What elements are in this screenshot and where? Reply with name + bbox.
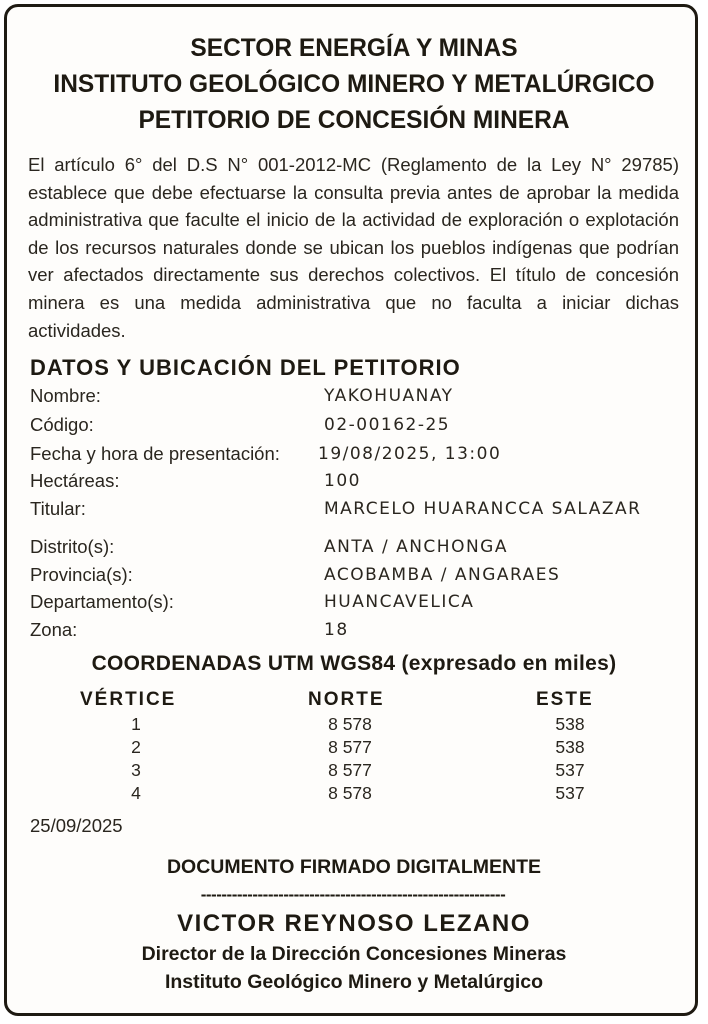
field-value-fecha: 19/08/2025, 13:00 (318, 444, 502, 464)
digital-signature-note: DOCUMENTO FIRMADO DIGITALMENTE (166, 856, 542, 878)
field-label-fecha: Fecha y hora de presentación: (30, 443, 280, 464)
cell-vertice: 3 (131, 760, 141, 780)
field-value-codigo: 02-00162-25 (324, 415, 451, 435)
column-header-vertice: VÉRTICE (80, 689, 177, 710)
field-label-distritos: Distrito(s): (30, 536, 115, 557)
field-label-codigo: Código: (30, 414, 94, 435)
notice-header (0, 30, 708, 138)
cell-este: 537 (555, 760, 585, 780)
header-sector: SECTOR ENERGÍA Y MINAS (190, 34, 518, 62)
field-value-distritos: ANTA / ANCHONGA (324, 537, 508, 557)
cell-norte: 8 577 (328, 737, 372, 757)
field-value-nombre: YAKOHUANAY (324, 386, 454, 406)
field-label-hectareas: Hectáreas: (30, 470, 120, 491)
field-label-provincias: Provincia(s): (30, 564, 133, 585)
field-value-departamentos: HUANCAVELICA (324, 592, 475, 612)
column-header-norte: NORTE (308, 689, 385, 710)
cell-este: 538 (555, 737, 585, 757)
cell-norte: 8 578 (328, 714, 372, 734)
cell-vertice: 1 (131, 714, 141, 734)
column-header-este: ESTE (536, 689, 594, 710)
field-label-zona: Zona: (30, 619, 78, 640)
field-label-nombre: Nombre: (30, 385, 101, 406)
cell-este: 537 (555, 783, 585, 803)
field-label-titular: Titular: (30, 498, 86, 519)
intro-paragraph: El artículo 6° del D.S N° 001-2012-MC (Reglamento de la Ley N° 29785) establece que debe efectuarse la consulta previa antes de aprobar la medida administrativa que faculte el inicio de la actividad de exploración o explotación de los recursos naturales donde se ubican los pueblos indígenas que podrían ver afectados directamente sus derechos colectivos. El título de concesión minera es una medida administrativa que no faculta a iniciar dichas actividades. (28, 154, 679, 341)
header-institute: INSTITUTO GEOLÓGICO MINERO Y METALÚRGICO (53, 70, 655, 98)
field-value-hectareas: 100 (324, 471, 361, 491)
section-title: DATOS Y UBICACIÓN DEL PETITORIO (30, 355, 461, 380)
field-value-provincias: ACOBAMBA / ANGARAES (324, 565, 561, 585)
field-label-departamentos: Departamento(s): (30, 591, 174, 612)
field-value-zona: 18 (324, 620, 349, 640)
cell-este: 538 (555, 714, 585, 734)
signer-institution: Instituto Geológico Minero y Metalúrgico (164, 971, 544, 993)
cell-norte: 8 577 (328, 760, 372, 780)
signer-name: VICTOR REYNOSO LEZANO (177, 910, 531, 937)
header-document-type: PETITORIO DE CONCESIÓN MINERA (138, 106, 570, 134)
cell-vertice: 2 (131, 737, 141, 757)
cell-vertice: 4 (131, 783, 141, 803)
signer-role: Director de la Dirección Concesiones Mineras (141, 943, 567, 965)
cell-norte: 8 578 (328, 783, 372, 803)
field-value-titular: MARCELO HUARANCCA SALAZAR (324, 499, 642, 519)
publication-date: 25/09/2025 (30, 815, 123, 836)
coordinates-title: COORDENADAS UTM WGS84 (expresado en miles) (91, 652, 617, 675)
signature-line: ----------------------------------------------------------- (200, 885, 506, 904)
